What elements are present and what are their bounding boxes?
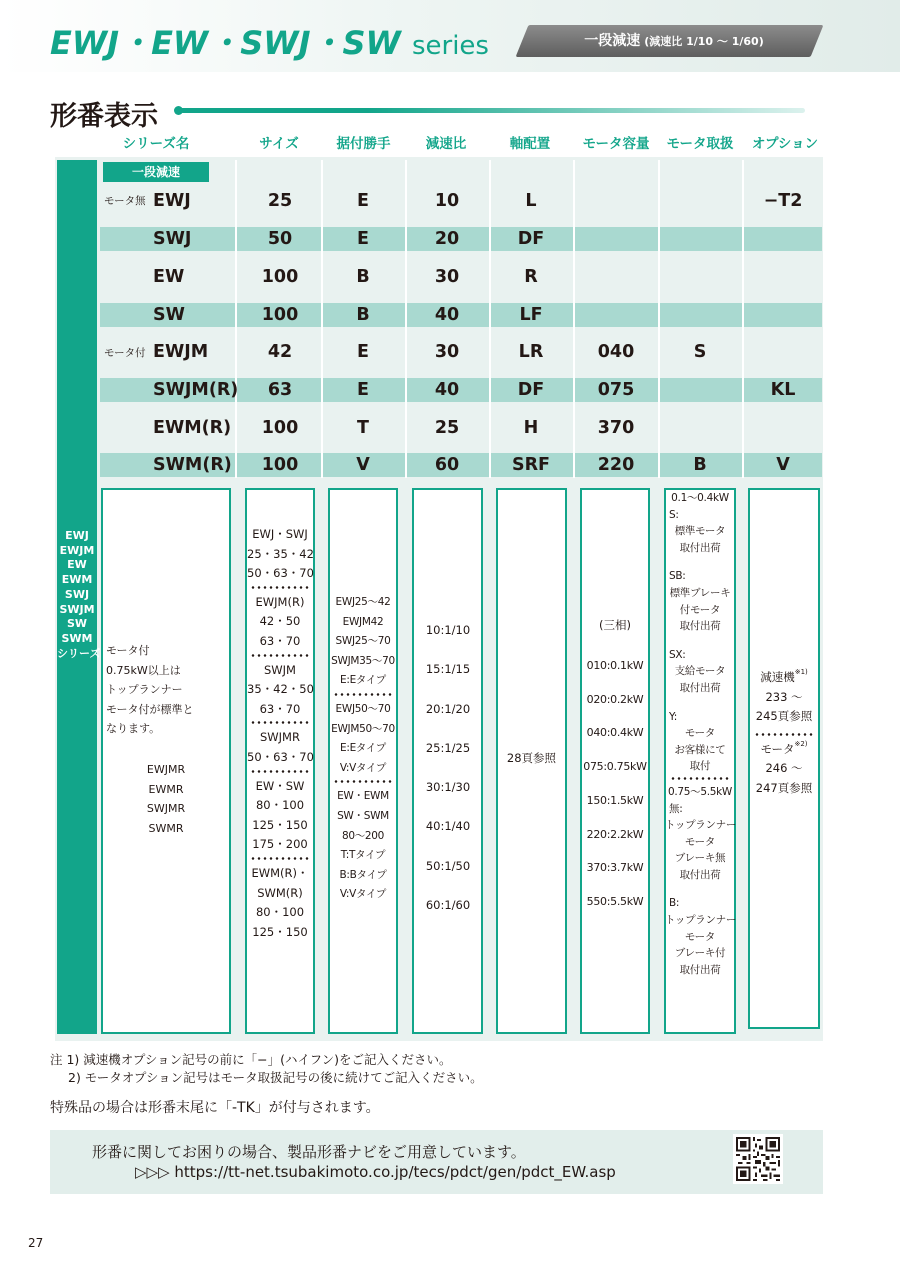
row-size: 63 bbox=[267, 380, 293, 400]
row-shaft: SRF bbox=[511, 455, 551, 475]
row-series: SW bbox=[153, 305, 185, 325]
row-size: 100 bbox=[261, 305, 299, 325]
size-detail-list: EWJ・SWJ 25・35・42 50・63・70 EWJM(R) 42・50 63・70 SWJM 35・42・50 63・70 SWJMR 50・63・70 EW・SW 80・100 125・150 175・200 EWM(R)・ SWM(R) 80・100 125・150 bbox=[247, 527, 314, 939]
row-series: EWM(R) bbox=[153, 418, 232, 438]
row-motor-capacity: 220 bbox=[597, 455, 635, 475]
dotted-divider bbox=[754, 733, 814, 736]
row-series: SWM(R) bbox=[153, 455, 232, 475]
column-divider bbox=[658, 160, 660, 478]
navi-text: 形番に関してお困りの場合、製品形番ナビをご用意しています。 bbox=[92, 1143, 526, 1161]
colhdr-mount: 据付勝手 bbox=[336, 136, 391, 152]
motor-handling-list: 0.1〜0.4kW S: 標準モータ 取付出荷 SB: 標準ブレーキ 付モータ 取付出荷 SX: 支給モータ 取付出荷 Y: モータ お客様にて 取付 0.75〜5.5kW 無: トップランナー モータ ブレーキ無 取付出荷 B: トップランナー モータ ブレーキ付 取付出荷 bbox=[665, 492, 737, 976]
row-shaft: DF bbox=[517, 380, 545, 400]
mount-detail-list: EWJ25〜42 EWJM42 SWJ25〜70 SWJM35〜70 E:Eタイプ EWJ50〜70 EWJM50〜70 E:Eタイプ V:Vタイプ EW・EWM SW・SWM 80〜200 T:Tタイプ B:Bタイプ V:Vタイプ bbox=[331, 596, 395, 901]
row-ratio: 30 bbox=[434, 267, 460, 287]
colhdr-motor-capacity: モータ容量 bbox=[582, 136, 650, 152]
row-series: SWJ bbox=[153, 229, 192, 249]
row-size: 100 bbox=[261, 418, 299, 438]
option-detail-list: 減速機$^{※1)}$ 233 〜 245頁参照 モータ$^{※2)}$ 246 〜 247頁参照 bbox=[755, 668, 813, 795]
row-size: 42 bbox=[267, 342, 293, 362]
note-1: 注 1) 減速機オプション記号の前に「−」(ハイフン)をご記入ください。 bbox=[50, 1052, 452, 1067]
section-rule bbox=[180, 108, 805, 113]
product-navi-box bbox=[50, 1130, 823, 1194]
dotted-divider bbox=[333, 780, 393, 783]
row-mount: T bbox=[357, 418, 369, 438]
row-mount: E bbox=[357, 191, 369, 211]
colhdr-size: サイズ bbox=[259, 136, 299, 152]
row-mount: V bbox=[356, 455, 370, 475]
row-series: EWJM bbox=[153, 342, 209, 362]
dotted-divider bbox=[333, 693, 393, 696]
row-size: 100 bbox=[261, 267, 299, 287]
row-size: 50 bbox=[267, 229, 293, 249]
dotted-divider bbox=[250, 721, 310, 724]
page-number: 27 bbox=[28, 1236, 44, 1250]
row-motor-capacity: 370 bbox=[597, 418, 635, 438]
row-mount: E bbox=[357, 342, 369, 362]
group-label: 一段減速 bbox=[103, 162, 209, 182]
row-shaft: LF bbox=[519, 305, 543, 325]
reduction-badge-sub: (減速比 1/10 〜 1/60) bbox=[644, 35, 764, 48]
row-series: EW bbox=[153, 267, 185, 287]
series-detail-note: モータ付 0.75kW以上は トップランナー モータ付が標準と なります。 bbox=[106, 644, 194, 736]
note-2: 2) モータオプション記号はモータ取扱記号の後に続けてご記入ください。 bbox=[68, 1070, 483, 1085]
dotted-divider bbox=[250, 857, 310, 860]
row-shaft: LR bbox=[518, 342, 544, 362]
navi-url-link[interactable]: ▷▷▷ https://tt-net.tsubakimoto.co.jp/tecs/pdct/gen/pdct_EW.asp bbox=[135, 1163, 616, 1181]
row-motor-capacity: 075 bbox=[597, 380, 635, 400]
row-shaft: L bbox=[525, 191, 537, 211]
series-suffix: series bbox=[411, 31, 489, 61]
row-ratio: 20 bbox=[434, 229, 460, 249]
section-title: 形番表示 bbox=[50, 101, 158, 132]
dotted-divider bbox=[250, 654, 310, 657]
row-mount: B bbox=[356, 305, 370, 325]
row-ratio: 25 bbox=[434, 418, 460, 438]
dotted-divider bbox=[250, 586, 310, 589]
row-mount: E bbox=[357, 380, 369, 400]
row-series: SWJM(R) bbox=[153, 380, 239, 400]
row-prefix: モータ付 bbox=[104, 347, 146, 359]
colhdr-shaft: 軸配置 bbox=[509, 136, 551, 152]
series-detail-models: EWJMR EWMR SWJMR SWMR bbox=[146, 763, 186, 835]
row-ratio: 40 bbox=[434, 380, 460, 400]
shaft-detail-ref: 28頁参照 bbox=[506, 751, 557, 765]
colhdr-series: シリーズ名 bbox=[122, 136, 190, 152]
row-motor-handling: B bbox=[693, 455, 707, 475]
row-option: V bbox=[776, 455, 790, 475]
row-motor-capacity: 040 bbox=[597, 342, 635, 362]
row-option: −T2 bbox=[763, 191, 803, 211]
row-motor-handling: S bbox=[693, 342, 707, 362]
colhdr-ratio: 減速比 bbox=[425, 136, 467, 152]
series-title: EWJ・EW・SWJ・SW series bbox=[50, 24, 489, 62]
row-ratio: 10 bbox=[434, 191, 460, 211]
column-divider bbox=[235, 160, 237, 478]
dotted-divider bbox=[670, 777, 730, 780]
motor-phase-label: (三相) bbox=[599, 618, 631, 632]
row-shaft: H bbox=[523, 418, 539, 438]
row-ratio: 40 bbox=[434, 305, 460, 325]
row-shaft: DF bbox=[517, 229, 545, 249]
column-divider bbox=[573, 160, 575, 478]
row-mount: E bbox=[357, 229, 369, 249]
motor-capacity-list: 010:0.1kW 020:0.2kW 040:0.4kW 075:0.75kW 150:1.5kW 220:2.2kW 370:3.7kW 550:5.5kW bbox=[583, 659, 647, 908]
ratio-detail-list: 10:1/10 15:1/15 20:1/20 25:1/25 30:1/30 40:1/40 50:1/50 60:1/60 bbox=[425, 623, 471, 913]
row-shaft: R bbox=[524, 267, 538, 287]
row-series: EWJ bbox=[153, 191, 191, 211]
row-ratio: 60 bbox=[434, 455, 460, 475]
dotted-divider bbox=[250, 770, 310, 773]
series-side-label: EWJ EWJM EW EWM SWJ SWJM SW SWM シリーズ bbox=[57, 529, 101, 660]
row-prefix: モータ無 bbox=[104, 195, 146, 207]
row-option: KL bbox=[770, 380, 796, 400]
colhdr-motor-handling: モータ取扱 bbox=[666, 136, 734, 152]
row-ratio: 30 bbox=[434, 342, 460, 362]
qr-code-icon[interactable] bbox=[733, 1134, 783, 1184]
special-order-note: 特殊品の場合は形番末尾に「-TK」が付与されます。 bbox=[50, 1100, 380, 1116]
row-size: 25 bbox=[267, 191, 293, 211]
colhdr-option: オプション bbox=[751, 136, 819, 152]
reduction-badge-label: 一段減速 (減速比 1/10 〜 1/60) bbox=[584, 33, 764, 49]
row-size: 100 bbox=[261, 455, 299, 475]
row-mount: B bbox=[356, 267, 370, 287]
